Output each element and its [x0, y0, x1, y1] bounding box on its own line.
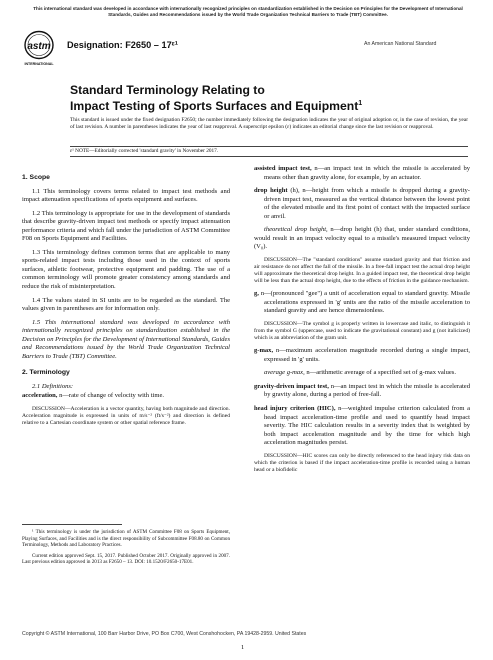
- document-title: [70, 83, 430, 113]
- copyright-footer: Copyright © ASTM International, 100 Barr Harbor Drive, PO Box C700, West Conshohocken, PA 19428-2959. United States: [22, 631, 307, 637]
- publisher-label: An American National Standard: [364, 41, 437, 47]
- title-footnote-marker: 1: [358, 100, 363, 107]
- term-drop-height: drop height (h), n—height from which a missile is dropped during a gravity-driven impact test, measured as the vertical distance between the lowest point of the elevated missile and its first point of contact with the impacted surface or anvil.: [254, 187, 470, 220]
- discussion-g: DISCUSSION—The symbol g is properly written in lowercase and italic, to distinguish it from the symbol G (uppercase, used to indicate the gravitational constant) and g (not italicized) which is an abbreviation of the gram unit.: [254, 320, 470, 342]
- term-theoretical-drop-height: theoretical drop height, n—drop height (h) that, under standard conditions, would result in an impact velocity equal to a missile's measured impact velocity (V₀).: [254, 226, 470, 251]
- term-gravity-driven-impact-test: gravity-driven impact test, n—an impact test in which the missile is accelerated by gravity alone, during a period of free-fall.: [254, 382, 470, 399]
- logo-caption: INTERNATIONAL: [24, 62, 54, 66]
- definitions-label: 2.1 Definitions:: [32, 382, 74, 390]
- section-heading-scope: 1. Scope: [22, 174, 50, 181]
- epsilon-note: ε¹ NOTE—Editorially corrected 'standard gravity' in November 2017.: [70, 148, 219, 154]
- left-column: [22, 174, 230, 432]
- footnote-edition: Current edition approved Sept. 15, 2017. Published October 2017. Originally approved in 2007. Last previous edition approved in 2013 as F2650 – 13. DOI: 10.1520/F2650-17E01.: [22, 552, 230, 565]
- discussion-theoretical-drop-height: DISCUSSION—The "standard conditions" assume standard gravity and that friction and air resistance do not affect the fall of the missile. In a free-fall impact test the actual drop height will approximate the theoretical drop height. In a guided impact test, the theoretical drop height will be less than the actual drop height, due to the effects of friction in the guidance mechanism.: [254, 256, 470, 285]
- term-acceleration: acceleration, n—rate of change of velocity with time.: [22, 392, 164, 400]
- discussion-hic: DISCUSSION—HIC scores can only be directly referenced to the head injury risk data on which the criterion is based if the impact acceleration-time profile is recorded using a human head or a biofidelic: [254, 452, 470, 473]
- term-assisted-impact-test: assisted impact test, n—an impact test in which the missile is accelerated by means other than gravity alone, for example, by an actuator.: [254, 165, 470, 181]
- title-line-1: Standard Terminology Relating to: [70, 83, 265, 97]
- right-column: [254, 165, 470, 479]
- paragraph-1-2: 1.2 This terminology is appropriate for use in the development of standards that describe gravity-driven impact test methods or specify impact attenuation performance criteria and which fall under the jurisdiction of ASTM Committee F08 on Sports Equipment and Facilities.: [22, 209, 230, 243]
- term-average-g-max: average g-max, n—arithmetic average of a specified set of g-max values.: [264, 369, 456, 377]
- divider: [70, 156, 468, 157]
- section-heading-terminology: 2. Terminology: [22, 369, 70, 377]
- title-line-2: Impact Testing of Sports Surfaces and Equipment$^1$: [70, 99, 363, 114]
- standards-notice: This international standard was developed in accordance with internationally recognized principles on standardization established in the Decision on Principles for the Development of International Standards, Guides and Recommendations issued by the World Trade Organization Technical Barriers to Trade (TBT) Committee.: [33, 6, 463, 17]
- discussion-acceleration: DISCUSSION—Acceleration is a vector quantity, having both magnitude and direction. Acceleration magnitude is expressed in units of m/s⁻² (ft/s⁻²) and direction is defined relative to a Cartesian coordinate system or other spatial reference frame.: [22, 406, 230, 427]
- term-head-injury-criterion: head injury criterion (HIC), n—weighted impulse criterion calculated from a head impact acceleration-time profile and used to quantify head impact severity. The HIC calculation results in a severity index that is weighted by both impact acceleration magnitude and by the time for which high acceleration magnitudes persist.: [254, 404, 470, 447]
- paragraph-1-1: 1.1 This terminology covers terms related to impact test methods and impact attenuation specifications of sports equipment and surfaces.: [22, 187, 230, 204]
- astm-logo: [22, 30, 56, 68]
- divider: [70, 146, 468, 147]
- footnote-1: ¹ This terminology is under the jurisdiction of ASTM Committee F08 on Sports Equipment, Playing Surfaces, and Facilities and is the direct responsibility of Subcommittee F08.80 on Common Terminology, Methods and Laboratory Practices.: [22, 529, 230, 548]
- footnote-rule: [22, 524, 122, 525]
- footnotes: [22, 529, 230, 570]
- designation: Designation: F2650 – 17ᵋ¹: [67, 40, 178, 50]
- page-number: 1: [241, 644, 245, 651]
- paragraph-1-5: 1.5 This international standard was developed in accordance with internationally recognized principles on standardization established in the Decision on Principles for the Development of International Standards, Guides and Recommendations issued by the World Trade Organization Technical Barriers to Trade (TBT) Committee.: [22, 318, 230, 360]
- svg-text:astm: astm: [27, 41, 51, 52]
- paragraph-1-4: 1.4 The values stated in SI units are to be regarded as the standard. The values given in parentheses are for information only.: [22, 296, 230, 313]
- issuance-note: This standard is issued under the fixed designation F2650; the number immediately following the designation indicates the year of original adoption or, in the case of revision, the year of last revision. A number in parentheses indicates the year of last reapproval. A superscript epsilon (ε) indicates an editorial change since the last revision or reapproval.: [70, 117, 468, 130]
- paragraph-1-3: 1.3 This terminology defines common terms that are applicable to many sports-related impact tests including those used in the context of sports surfaces, athletic footwear, protective equipment and padding. The use of a common terminology will promote greater consistency among standards and reduce the risk of misinterpretation.: [22, 248, 230, 291]
- term-g-max: g-max, n—maximum acceleration magnitude recorded during a single impact, expressed in 'g' units.: [254, 347, 470, 363]
- term-g: g, n—(pronounced "gee") a unit of acceleration equal to standard gravity. Missile accelerations expressed in 'g' units are the ratio of the missile acceleration to standard gravity and are hence dimensionless.: [254, 290, 470, 315]
